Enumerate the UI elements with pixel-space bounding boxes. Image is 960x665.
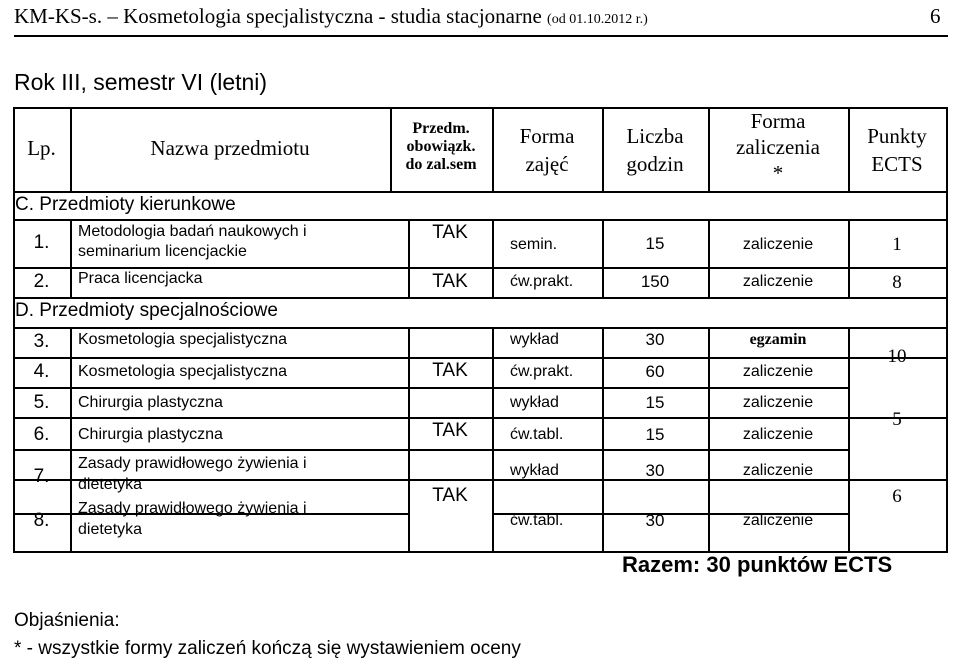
- row-zaliczenie: egzamin: [749, 331, 807, 348]
- grid-line: [946, 107, 948, 551]
- row-lp: 1.: [33, 232, 50, 253]
- row-godziny: 30: [645, 330, 665, 349]
- col-header-forma-zajec-line1: Forma: [519, 124, 575, 148]
- row-tak: TAK: [432, 360, 468, 381]
- notes-line: * - wszystkie formy zaliczeń kończą się wystawieniem oceny: [14, 638, 521, 659]
- row-tak: TAK: [432, 485, 468, 506]
- row-name: Praca licencjacka: [78, 270, 203, 287]
- row-forma: wykład: [510, 462, 559, 479]
- row-name-line1: Zasady prawidłowego żywienia i: [78, 500, 307, 517]
- section-d-title: D. Przedmioty specjalnościowe: [15, 300, 278, 321]
- col-header-liczba-line1: Liczba: [626, 124, 684, 148]
- row-zaliczenie: zaliczenie: [742, 394, 814, 411]
- grid-line: [70, 219, 72, 297]
- grid-line: [13, 417, 948, 419]
- total-ects: Razem: 30 punktów ECTS: [622, 552, 893, 577]
- row-forma: ćw.tabl.: [510, 426, 564, 443]
- grid-line: [13, 387, 848, 389]
- row-tak: TAK: [432, 271, 468, 292]
- row-name: Chirurgia plastyczna: [78, 426, 223, 443]
- row-tak: TAK: [432, 420, 468, 441]
- notes-heading: Objaśnienia:: [14, 610, 120, 631]
- header-rule: [14, 35, 948, 37]
- row-name-line1: Metodologia badań naukowych i: [78, 223, 307, 240]
- row-ects: 5: [892, 409, 902, 430]
- row-lp: 5.: [33, 392, 50, 413]
- row-zaliczenie: zaliczenie: [742, 273, 814, 290]
- row-forma: ćw.prakt.: [510, 363, 574, 380]
- grid-line: [13, 297, 948, 299]
- grid-line: [13, 191, 948, 193]
- grid-line: [13, 449, 848, 451]
- row-godziny: 30: [645, 461, 665, 480]
- grid-line: [13, 357, 948, 359]
- grid-line: [13, 267, 948, 269]
- row-forma: ćw.prakt.: [510, 273, 574, 290]
- col-header-przedm: [390, 120, 492, 174]
- col-header-forma-zal-line2: zaliczenia: [736, 135, 820, 159]
- row-lp: 2.: [33, 271, 50, 292]
- row-forma: wykład: [510, 331, 559, 348]
- col-header-forma-zal-line1: Forma: [750, 109, 806, 133]
- col-header-przedm-line1: Przedm.: [412, 120, 470, 137]
- row-name: Kosmetologia specjalistyczna: [78, 331, 287, 348]
- row-godziny: 150: [640, 272, 670, 291]
- col-header-forma-zaliczenia: [708, 108, 848, 186]
- row-name-line2: dietetyka: [78, 521, 143, 538]
- row-lp: 4.: [33, 361, 50, 382]
- row-name: [78, 498, 307, 540]
- row-forma: ćw.tabl.: [510, 512, 564, 529]
- row-name-line2: seminarium licencjackie: [78, 243, 247, 260]
- row-godziny: 15: [645, 393, 665, 412]
- row-name: [78, 453, 307, 495]
- row-godziny: 15: [645, 425, 665, 444]
- row-zaliczenie: zaliczenie: [742, 512, 814, 529]
- row-name: [78, 222, 307, 262]
- col-header-forma-zajec-line2: zajęć: [525, 152, 569, 176]
- col-header-nazwa: Nazwa przedmiotu: [150, 136, 310, 160]
- row-name-line2: dietetyka: [78, 476, 143, 493]
- row-name-line1: Zasady prawidłowego żywienia i: [78, 455, 307, 472]
- header-title: KM-KS-s. – Kosmetologia specjalistyczna - studia stacjonarne: [14, 4, 542, 28]
- row-forma: wykład: [510, 394, 559, 411]
- section-c-title: C. Przedmioty kierunkowe: [15, 194, 236, 215]
- document-header: [14, 4, 648, 29]
- col-header-liczba-line2: godzin: [626, 152, 684, 176]
- row-name: Chirurgia plastyczna: [78, 394, 223, 411]
- col-header-przedm-line2: obowiązk.: [406, 138, 476, 155]
- grid-line: [13, 219, 948, 221]
- row-godziny: 15: [645, 234, 665, 253]
- col-header-lp: Lp.: [27, 136, 56, 160]
- col-header-punkty-line2: ECTS: [871, 152, 923, 176]
- header-date-note: (od 01.10.2012 r.): [547, 12, 648, 27]
- col-header-punkty-ects: [848, 122, 946, 178]
- row-ects: 8: [892, 272, 902, 293]
- row-tak: TAK: [432, 222, 468, 243]
- row-name: Kosmetologia specjalistyczna: [78, 363, 287, 380]
- col-header-przedm-line3: do zal.sem: [405, 156, 477, 173]
- row-lp: 7.: [33, 466, 50, 487]
- row-zaliczenie: zaliczenie: [742, 462, 814, 479]
- col-header-forma-zal-line3: *: [772, 161, 784, 185]
- row-godziny: 30: [645, 511, 665, 530]
- grid-line: [70, 327, 72, 551]
- row-ects: 1: [892, 234, 902, 255]
- row-zaliczenie: zaliczenie: [742, 236, 814, 253]
- row-zaliczenie: zaliczenie: [742, 426, 814, 443]
- row-godziny: 60: [645, 362, 665, 381]
- row-forma: semin.: [510, 236, 558, 253]
- row-zaliczenie: zaliczenie: [742, 363, 814, 380]
- col-header-punkty-line1: Punkty: [867, 124, 927, 148]
- row-ects: 6: [892, 486, 902, 507]
- row-lp: 8.: [33, 510, 50, 531]
- grid-line: [13, 327, 948, 329]
- col-header-forma-zajec: [492, 122, 602, 178]
- grid-line: [492, 327, 494, 551]
- grid-line: [492, 219, 494, 297]
- row-ects: 10: [887, 346, 907, 367]
- row-lp: 3.: [33, 331, 50, 352]
- semester-title: Rok III, semestr VI (letni): [14, 69, 268, 95]
- page-number: 6: [930, 4, 941, 28]
- row-lp: 6.: [33, 424, 50, 445]
- col-header-liczba-godzin: [602, 122, 708, 178]
